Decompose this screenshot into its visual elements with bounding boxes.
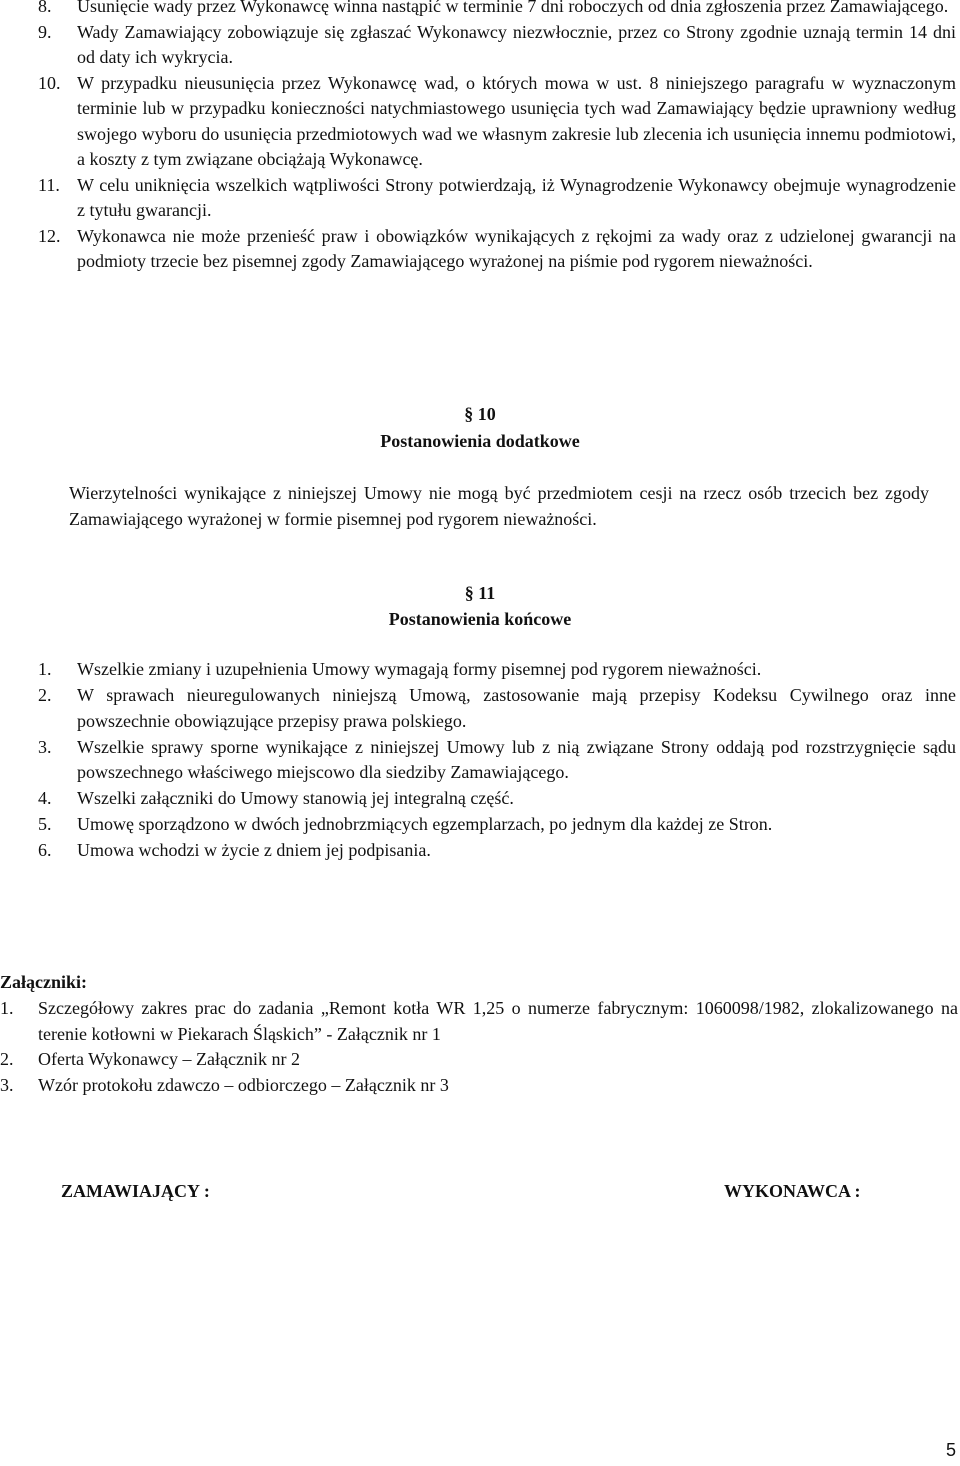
- clause-9: [38, 20, 956, 71]
- attachment-text: Wzór protokołu zdawczo – odbiorczego – Załącznik nr 3: [38, 1074, 449, 1095]
- clause-number: 8.: [38, 0, 52, 16]
- final-provisions-list: [38, 657, 956, 864]
- clause-number: 9.: [38, 21, 52, 42]
- clause-text: Wady Zamawiający zobowiązuje się zgłaszać Wykonawcy niezwłocznie, przez co Strony zgodnie uznają termin 14 dni od daty ich wykrycia.: [77, 21, 956, 67]
- attachment-number: 3.: [0, 1074, 14, 1095]
- warranty-clauses-list: [38, 0, 956, 275]
- provision-text: Wszelkie sprawy sporne wynikające z niniejszej Umowy lub z nią związane Strony oddają pod rozstrzygnięcie sądu powszechnego właściwego miejscowo dla siedziby Zamawiającego.: [77, 736, 956, 782]
- clause-number: 10.: [38, 72, 61, 93]
- provision-text: Umowa wchodzi w życie z dniem jej podpisania.: [77, 840, 431, 860]
- provision-number: 6.: [38, 840, 52, 860]
- attachments-list: [0, 996, 958, 1098]
- page-number: 5: [945, 1440, 956, 1460]
- provision-4: [38, 786, 956, 812]
- provision-text: Umowę sporządzono w dwóch jednobrzmiących egzemplarzach, po jednym dla każdej ze Stron.: [77, 814, 773, 834]
- attachment-number: 2.: [0, 1049, 14, 1069]
- clause-text: Usunięcie wady przez Wykonawcę winna nastąpić w terminie 7 dni roboczych od dnia zgłoszenia przez Zamawiającego.: [77, 0, 949, 16]
- attachments-title: Załączniki:: [0, 972, 88, 992]
- clause-12: [38, 224, 956, 275]
- clause-number: 11.: [38, 174, 60, 195]
- provision-3: [38, 735, 956, 786]
- attachment-2: [0, 1047, 958, 1073]
- provision-number: 1.: [38, 659, 52, 679]
- clause-number: 12.: [38, 225, 61, 246]
- clause-10: [38, 71, 956, 173]
- provision-text: Wszelkie zmiany i uzupełnienia Umowy wymagają formy pisemnej pod rygorem nieważności.: [77, 659, 762, 679]
- attachment-3: [0, 1073, 958, 1099]
- section-10-number: § 10: [464, 404, 496, 424]
- section-11-title: Postanowienia końcowe: [388, 609, 572, 629]
- provision-text: W sprawach nieuregulowanych niniejszą Umową, zastosowanie mają przepisy Kodeksu Cywilnego oraz inne powszechnie obowiązujące przepisy prawa polskiego.: [77, 685, 956, 731]
- provision-number: 2.: [38, 685, 52, 705]
- clause-11: [38, 173, 956, 224]
- clause-text: W celu uniknięcia wszelkich wątpliwości Strony potwierdzają, iż Wynagrodzenie Wykonawcy obejmuje wynagrodzenie z tytułu gwarancji.: [77, 174, 956, 220]
- provision-number: 5.: [38, 814, 52, 834]
- section-10-text: Wierzytelności wynikające z niniejszej Umowy nie mogą być przedmiotem cesji na rzecz osób trzecich bez zgody Zamawiającego wyrażonej w formie pisemnej pod rygorem nieważności.: [69, 483, 929, 529]
- provision-5: [38, 812, 956, 838]
- attachment-1: [0, 996, 958, 1047]
- provision-2: [38, 683, 956, 734]
- provision-6: [38, 838, 956, 864]
- section-10-title: Postanowienia dodatkowe: [380, 431, 580, 451]
- clause-text: W przypadku nieusunięcia przez Wykonawcę wad, o których mowa w ust. 8 niniejszego paragrafu w wyznaczonym terminie lub w przypadku konieczności natychmiastowego usunięcia tych wad Zamawiający będzie uprawniony według swojego wyboru do usunięcia przedmiotowych wad we własnym zakresie lub zlecenia ich usunięcia innemu podmiotowi, a koszty z tym związane obciążają Wykonawcę.: [77, 72, 956, 169]
- signature-label-contractor: WYKONAWCA :: [724, 1181, 861, 1201]
- provision-1: [38, 657, 956, 683]
- provision-text: Wszelki załączniki do Umowy stanowią jej integralną część.: [77, 788, 514, 808]
- signature-label-employer: ZAMAWIAJĄCY :: [61, 1181, 210, 1201]
- clause-text: Wykonawca nie może przenieść praw i obowiązków wynikających z rękojmi za wady oraz z udzielonej gwarancji na podmioty trzecie bez pisemnej zgody Zamawiającego wyrażonej na piśmie pod rygorem nieważności.: [77, 225, 956, 271]
- clause-8: [38, 0, 956, 20]
- attachment-text: Szczegółowy zakres prac do zadania „Remont kotła WR 1,25 o numerze fabrycznym: 1060098/1982, zlokalizowanego na terenie kotłowni w Piekarach Śląskich” - Załącznik nr 1: [38, 998, 958, 1044]
- section-11-number: § 11: [464, 583, 496, 603]
- attachment-number: 1.: [0, 998, 14, 1018]
- attachment-text: Oferta Wykonawcy – Załącznik nr 2: [38, 1049, 300, 1069]
- provision-number: 4.: [38, 788, 52, 808]
- provision-number: 3.: [38, 736, 52, 757]
